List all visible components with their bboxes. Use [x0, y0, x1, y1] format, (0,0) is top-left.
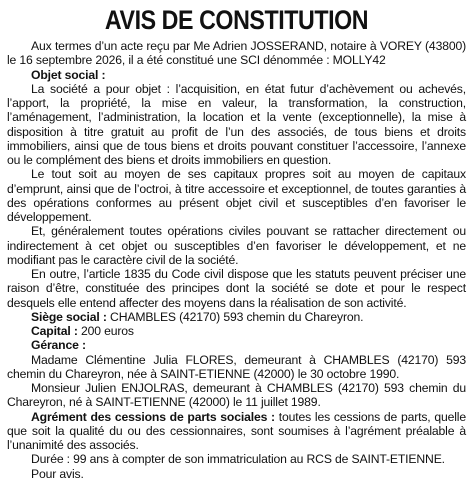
capital-label: Capital :	[31, 324, 78, 338]
objet-paragraph-1: La société a pour objet : l’acquisition, en état futur d’achèvement ou achevés, l’apport, la propriété, la mise en valeur, la transformation, la construction, l’aménagement, l’administration, la location et la vente (exceptionnelle), la mise à disposition à titre gratuit au profit de l’un des associés, de tous biens et droits immobiliers, ainsi que de tous biens et droits pouvant constituer l’accessoire, l’annexe ou le complément des biens et droits immobiliers en question.	[7, 81, 466, 167]
agrement-label: Agrément des cessions de parts sociales :	[31, 409, 275, 424]
closing-line: Pour avis.	[31, 466, 84, 481]
intro-paragraph: Aux termes d’un acte reçu par Me Adrien JOSSERAND, notaire à VOREY (43800) le 16 septembre 2026, il a été constitué une SCI dénommée : MOLLY42	[7, 39, 466, 68]
siege-value: CHAMBLES (42170) 593 chemin du Chareyron.	[106, 309, 364, 324]
agrement-value: toutes les cessions de parts, quelle que soit la qualité du ou des cessionnaires, sont soumises à l’agrément préalable à l’unanimité des associés.	[7, 409, 466, 452]
agrement-paragraph	[7, 410, 466, 453]
notice-body	[7, 39, 466, 481]
duree-line: Durée : 99 ans à compter de son immatriculation au RCS de SAINT-ETIENNE.	[31, 452, 445, 467]
notice-title: AVIS DE CONSTITUTION	[104, 5, 369, 35]
gerant-1: Madame Clémentine Julia FLORES, demeurant à CHAMBLES (42170) 593 chemin du Chareyron, née à SAINT-ETIENNE (42000) le 30 octobre 1990.	[7, 352, 466, 381]
siege-line	[7, 310, 466, 324]
gerant-2: Monsieur Julien ENJOLRAS, demeurant à CHAMBLES (42170) 593 chemin du Chareyron, né à SAINT-ETIENNE (42000) le 11 juillet 1989.	[7, 381, 466, 410]
objet-paragraph-4: En outre, l’article 1835 du Code civil dispose que les statuts peuvent préciser une raison d’être, constituée des principes dont la société se dote et pour le respect desquels elle entend affecter des moyens dans la réalisation de son activité.	[7, 267, 466, 310]
gerance-heading: Gérance :	[31, 338, 86, 353]
objet-paragraph-2: Le tout soit au moyen de ses capitaux propres soit au moyen de capitaux d’emprunt, ainsi que de l’octroi, à titre accessoire et exceptionnel, de toutes garanties à des opérations conformes au présent objet civil et susceptibles d’en favoriser le développement.	[7, 167, 466, 224]
siege-label: Siège social :	[31, 309, 107, 324]
objet-heading: Objet social :	[31, 67, 106, 82]
capital-line	[7, 324, 466, 338]
capital-value: 200 euros	[77, 324, 134, 338]
objet-paragraph-3: Et, généralement toutes opérations civiles pouvant se rattacher directement ou indirectement à cet objet ou susceptibles d’en favoriser le développement, et ne modifiant pas le caractère civil de la société.	[7, 224, 466, 267]
